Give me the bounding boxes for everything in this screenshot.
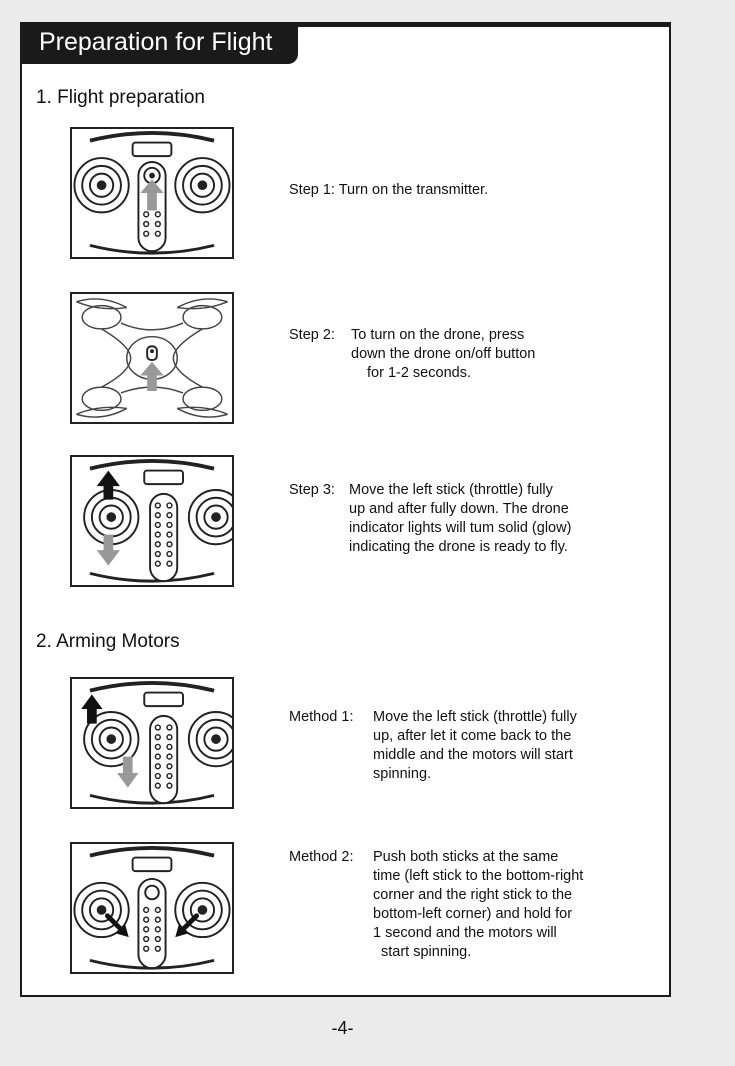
page-title: Preparation for Flight <box>22 22 298 64</box>
step-2-line-3: for 1-2 seconds. <box>367 365 471 381</box>
step-3-line-1: Move the left stick (throttle) fully <box>349 482 553 498</box>
method-1-label: Method 1: <box>289 709 354 725</box>
method-2-line-5: 1 second and the motors will <box>373 925 557 941</box>
step-1-label: Step 1: <box>289 182 335 198</box>
step-3-text <box>289 481 571 557</box>
method-1-line-3: middle and the motors will start <box>373 747 573 763</box>
throttle-up-return-icon <box>70 677 234 809</box>
step-1-line-1: Turn on the transmitter. <box>338 182 489 198</box>
step-3-line-4: indicating the drone is ready to fly. <box>349 539 568 555</box>
method-2-text <box>289 848 583 962</box>
method-2-line-1: Push both sticks at the same <box>373 849 559 865</box>
section-heading-flight-preparation: 1. Flight preparation <box>36 87 205 108</box>
method-2-line-4: bottom-left corner) and hold for <box>373 906 573 922</box>
method-2-label: Method 2: <box>289 849 354 865</box>
step-2-line-2: down the drone on/off button <box>351 346 536 362</box>
method-1-line-1: Move the left stick (throttle) fully <box>373 709 577 725</box>
page-number: -4- <box>331 1018 354 1038</box>
step-2-label: Step 2: <box>289 327 335 343</box>
method-1-line-2: up, after let it come back to the <box>373 728 572 744</box>
method-2-line-6: start spinning. <box>381 944 472 960</box>
method-2-line-3: corner and the right stick to the <box>373 887 573 903</box>
drone-power-button-icon <box>70 292 234 424</box>
step-3-label: Step 3: <box>289 482 335 498</box>
sticks-inward-down-icon <box>70 842 234 974</box>
method-1-text <box>289 708 577 784</box>
section-heading-arming-motors: 2. Arming Motors <box>36 631 180 652</box>
throttle-up-down-icon <box>70 455 234 587</box>
step-2-text <box>289 326 535 383</box>
manual-page <box>20 22 671 997</box>
step-2-line-1: To turn on the drone, press <box>351 327 525 343</box>
transmitter-power-icon <box>70 127 234 259</box>
method-2-line-2: time (left stick to the bottom-right <box>373 868 584 884</box>
step-3-line-3: indicator lights will tum solid (glow) <box>349 520 572 536</box>
method-1-line-4: spinning. <box>373 766 432 782</box>
step-3-line-2: up and after fully down. The drone <box>349 501 569 517</box>
step-1-text <box>289 181 488 200</box>
